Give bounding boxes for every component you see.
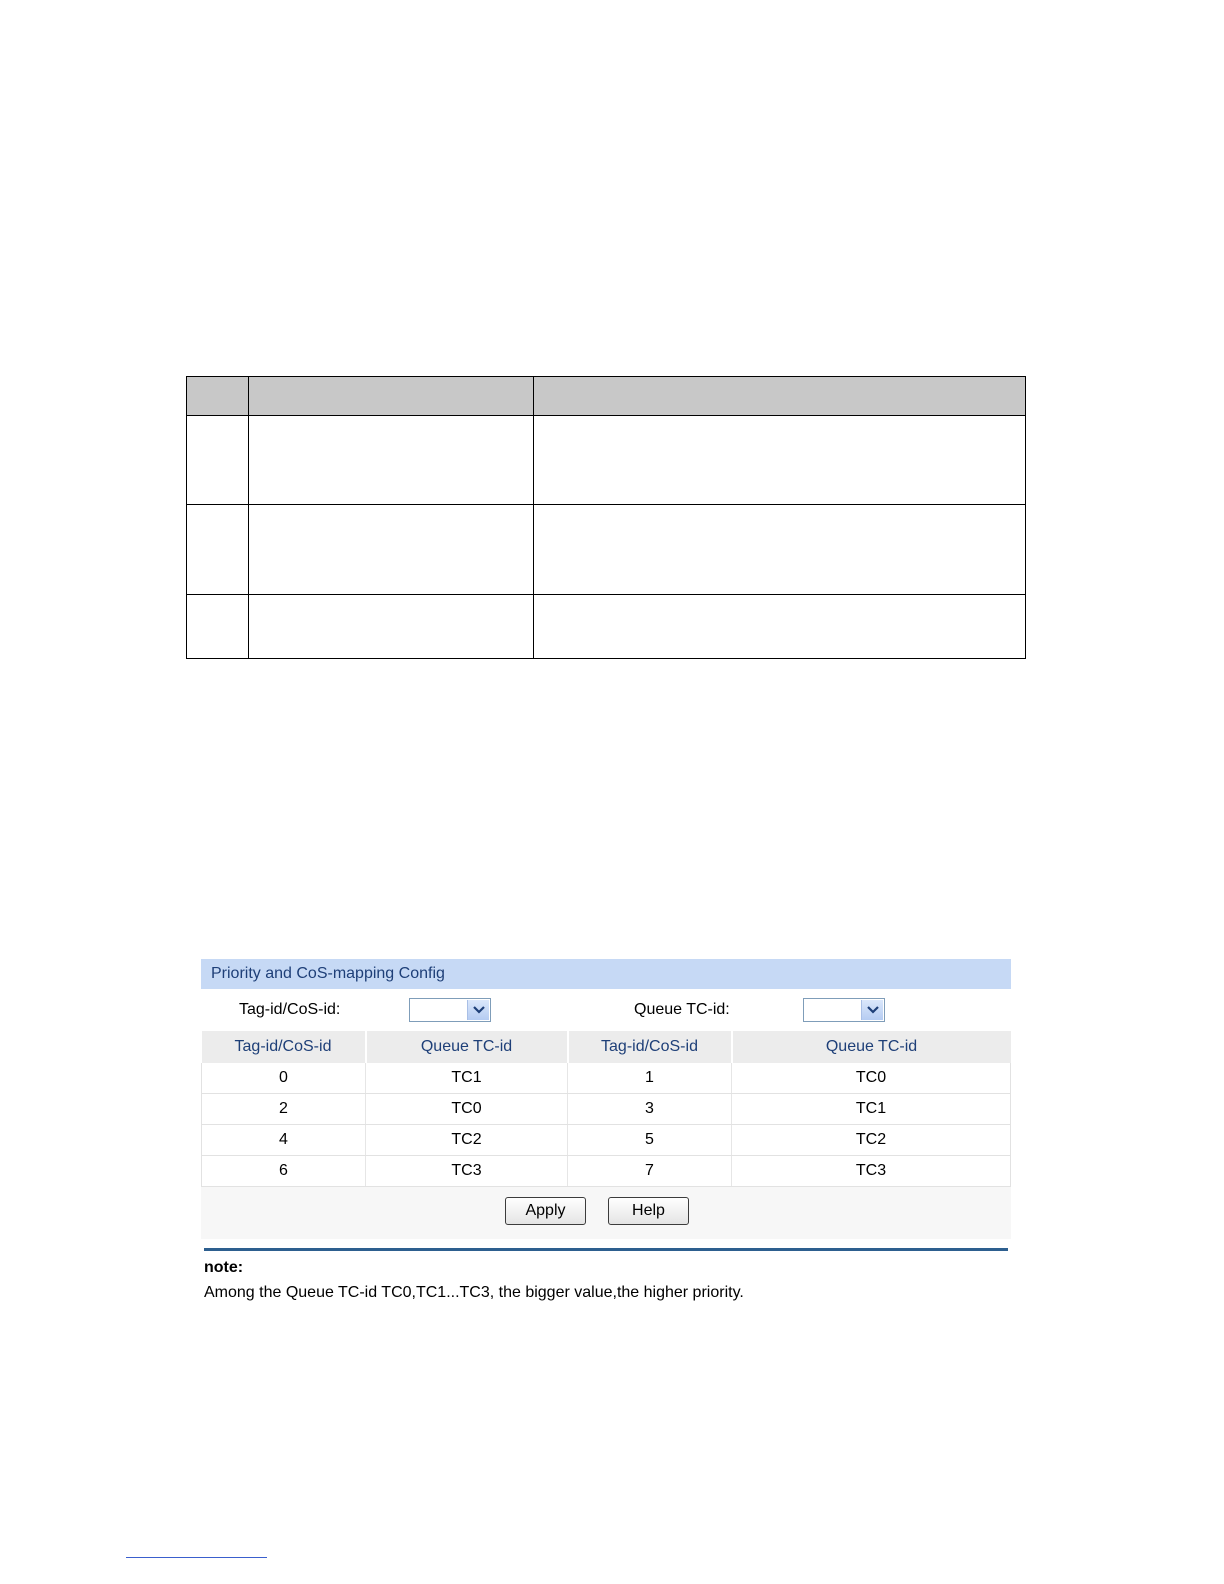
document-table-row xyxy=(187,416,1026,505)
table-cell: TC3 xyxy=(732,1156,1011,1187)
table-cell: 4 xyxy=(202,1125,366,1156)
priority-cos-mapping-panel xyxy=(201,959,1011,1302)
table-cell: 3 xyxy=(568,1094,732,1125)
table-cell: TC0 xyxy=(366,1094,568,1125)
panel-title: Priority and CoS-mapping Config xyxy=(201,959,1011,989)
table-cell: 6 xyxy=(202,1156,366,1187)
help-button[interactable]: Help xyxy=(608,1197,689,1225)
tag-id-label: Tag-id/CoS-id: xyxy=(239,1001,341,1018)
table-cell: TC2 xyxy=(732,1125,1011,1156)
table-cell: 7 xyxy=(568,1156,732,1187)
mapping-table xyxy=(201,1031,1011,1187)
table-cell: 1 xyxy=(568,1063,732,1094)
queue-tc-id-label: Queue TC-id: xyxy=(634,1001,730,1018)
queue-tc-id-select[interactable] xyxy=(803,998,885,1022)
tag-id-select[interactable] xyxy=(409,998,491,1022)
chevron-down-icon[interactable] xyxy=(467,1000,489,1020)
document-table-header xyxy=(187,377,1026,416)
table-cell: 2 xyxy=(202,1094,366,1125)
apply-button[interactable]: Apply xyxy=(505,1197,586,1225)
table-cell: TC0 xyxy=(732,1063,1011,1094)
table-cell: TC2 xyxy=(366,1125,568,1156)
button-row xyxy=(201,1187,1011,1239)
table-cell: TC3 xyxy=(366,1156,568,1187)
table-cell: TC1 xyxy=(366,1063,568,1094)
column-header: Queue TC-id xyxy=(366,1031,568,1063)
footer-rule xyxy=(126,1557,267,1558)
note-heading: note: xyxy=(204,1259,244,1276)
table-cell: 0 xyxy=(202,1063,366,1094)
note-text: Among the Queue TC-id TC0,TC1...TC3, the bigger value,the higher priority. xyxy=(204,1284,744,1301)
table-row xyxy=(202,1063,1011,1094)
table-row xyxy=(202,1156,1011,1187)
document-table-row xyxy=(187,505,1026,594)
column-header: Tag-id/CoS-id xyxy=(568,1031,732,1063)
document-table-row xyxy=(187,594,1026,658)
note-divider xyxy=(204,1248,1008,1251)
chevron-down-icon[interactable] xyxy=(861,1000,883,1020)
mapping-table-header xyxy=(202,1031,1011,1063)
table-row xyxy=(202,1094,1011,1125)
input-row xyxy=(201,989,1011,1031)
document-table xyxy=(186,376,1026,659)
column-header: Tag-id/CoS-id xyxy=(202,1031,366,1063)
table-row xyxy=(202,1125,1011,1156)
table-cell: 5 xyxy=(568,1125,732,1156)
column-header: Queue TC-id xyxy=(732,1031,1011,1063)
table-cell: TC1 xyxy=(732,1094,1011,1125)
